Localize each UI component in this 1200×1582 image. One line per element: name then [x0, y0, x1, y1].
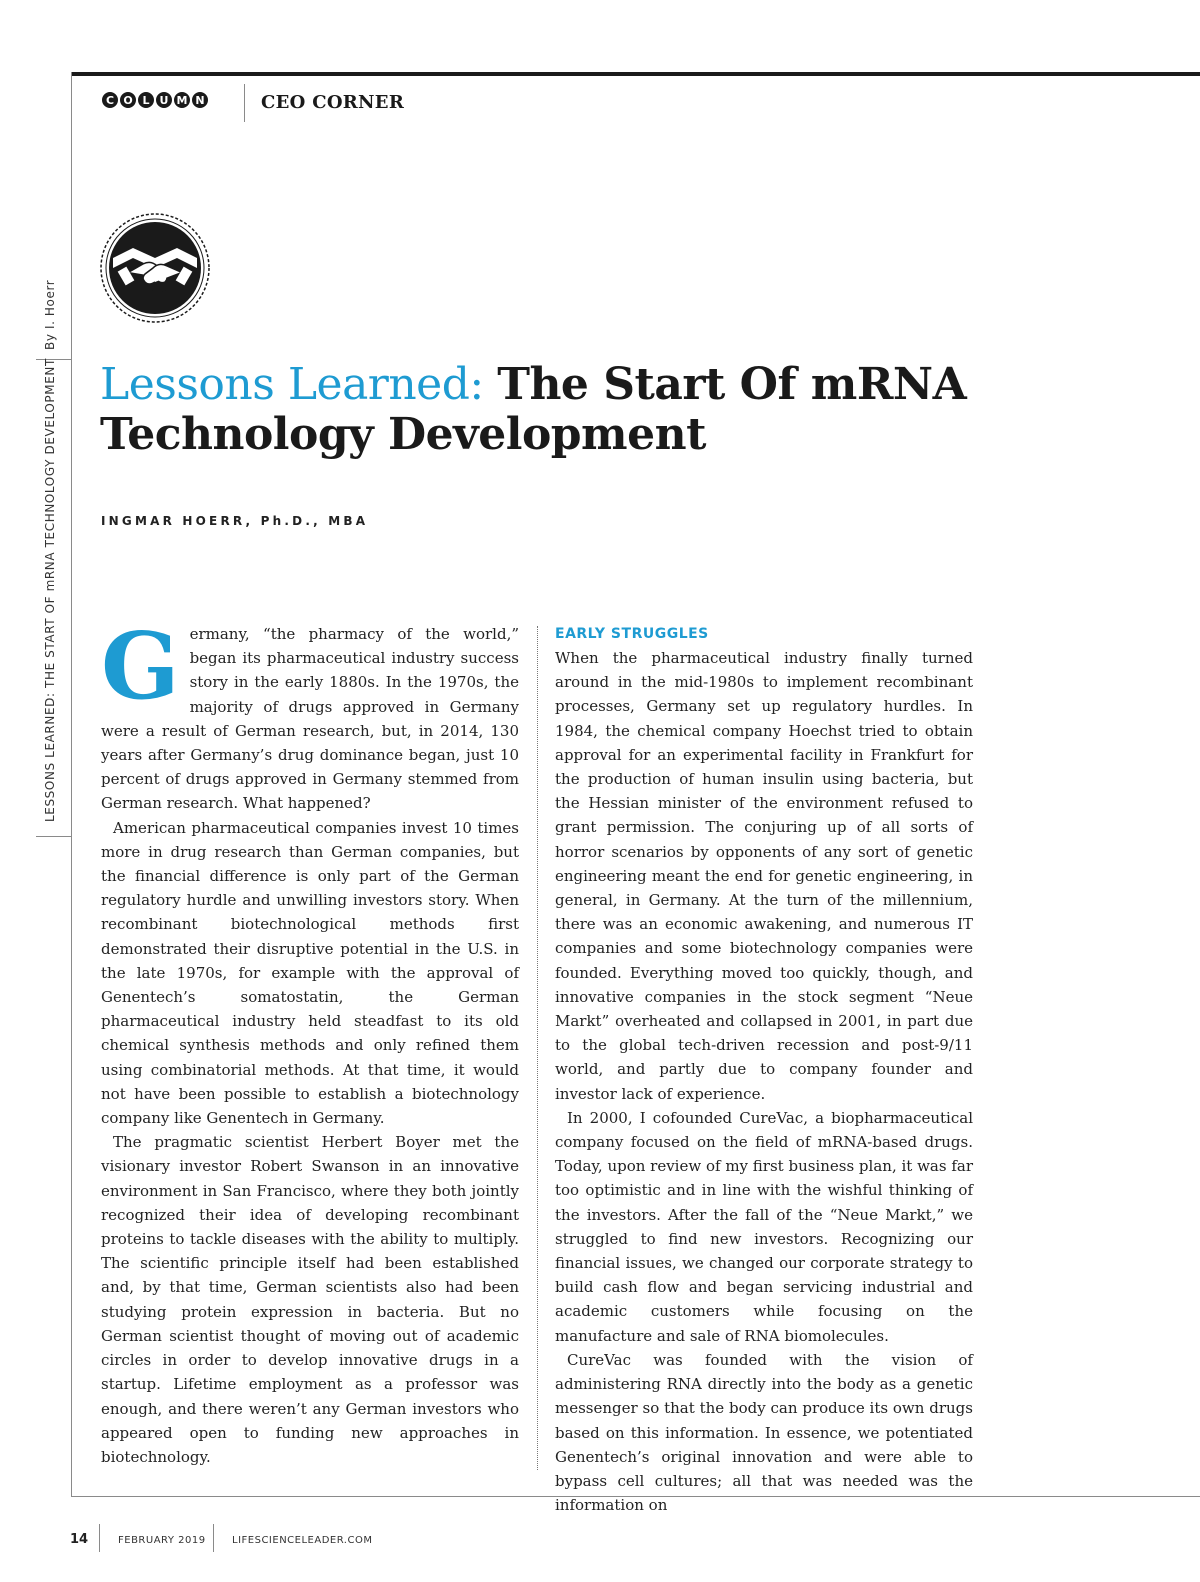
column-badge-letter: M [173, 91, 191, 109]
footer-divider [213, 1524, 214, 1552]
author-byline: INGMAR HOERR, Ph.D., MBA [101, 514, 369, 528]
issue-date: FEBRUARY 2019 [118, 1535, 206, 1546]
column-badge-letter: O [119, 91, 137, 109]
column-badge [101, 91, 209, 109]
side-divider [36, 836, 72, 837]
left-frame-rule [71, 72, 72, 1497]
header-divider [244, 84, 245, 122]
article-title [100, 360, 1000, 460]
subhead: EARLY STRUGGLES [555, 626, 709, 642]
title-main-line2: Technology Development [100, 409, 706, 460]
side-running-title: LESSONS LEARNED: THE START OF mRNA TECHNOLOGY DEVELOPMENT [43, 358, 57, 822]
footer-divider [99, 1524, 100, 1552]
paragraph: When the pharmaceutical industry finally turned around in the mid-1980s to implement recombinant processes, Germany set up regulatory hurdles. In 1984, the chemical company Hoechst tried to obtain approval for an experimental facility in Frankfurt for the production of human insulin using bacteria, but the Hessian minister of the environment refused to grant permission. The conjuring up of all sorts of horror scenarios by opponents of any sort of genetic engineering meant the end for genetic engineering, in general, in Germany. At the turn of the millennium, there was an economic awakening, and numerous IT companies and some biotechnology companies were founded. Everything moved too quickly, though, and innovative companies in the stock segment “Neue Markt” overheated and collapsed in 2001, in part due to the global tech-driven recession and post-9/11 world, and partly due to company founder and investor lack of experience. [555, 649, 973, 1103]
section-label: CEO CORNER [261, 92, 405, 113]
title-accent: Lessons Learned: [100, 359, 484, 410]
column-badge-letter: U [155, 91, 173, 109]
column-badge-letter: N [191, 91, 209, 109]
paragraph [101, 612, 519, 816]
paragraph: In 2000, I cofounded CureVac, a biopharmaceutical company focused on the field of mRNA-based drugs. Today, upon review of my first business plan, it was far too optimistic and in line with the wishful thinking of the investors. After the fall of the “Neue Markt,” we struggled to find new investors. Recognizing our financial issues, we changed our corporate strategy to build cash flow and began servicing industrial and academic customers while focusing on the manufacture and sale of RNA biomolecules. [555, 1108, 973, 1345]
page-number: 14 [70, 1532, 89, 1547]
column-badge-letter: C [101, 91, 119, 109]
column-badge-letter: L [137, 91, 155, 109]
title-main-line1: The Start Of mRNA [497, 359, 967, 410]
article-column-1 [101, 612, 519, 1469]
handshake-icon [99, 212, 211, 324]
column-separator [537, 626, 538, 1470]
paragraph: CureVac was founded with the vision of administering RNA directly into the body as a genetic messenger so that the body can produce its own drugs based on this information. In essence, we potentiated Genentech’s original innovation and were able to bypass cell cultures; all that was needed was the information on [555, 1350, 973, 1515]
top-rule [72, 72, 1200, 76]
drop-cap: G [101, 612, 180, 720]
paragraph-text: ermany, “the pharmacy of the world,” began its pharmaceutical industry success story in the early 1880s. In the 1970s, the majority of drugs approved in Germany were a result of German research, but, in 2014, 130 years after Germany’s drug dominance began, just 10 percent of drugs approved in Germany stemmed from German research. What happened? [101, 625, 519, 813]
website-link[interactable]: LIFESCIENCELEADER.COM [232, 1535, 373, 1546]
side-byline: By I. Hoerr [43, 279, 57, 350]
paragraph: The pragmatic scientist Herbert Boyer met the visionary investor Robert Swanson in an innovative environment in San Francisco, where they both jointly recognized their idea of developing recombinant proteins to tackle diseases with the ability to multiply. The scientific principle itself had been established and, by that time, German scientists also had been studying protein expression in bacteria. But no German scientist thought of moving out of academic circles in order to develop innovative drugs in a startup. Lifetime employment as a professor was enough, and there weren’t any German investors who appeared open to funding new approaches in biotechnology. [101, 1133, 519, 1466]
paragraph: American pharmaceutical companies invest 10 times more in drug research than German companies, but the financial difference is only part of the German regulatory hurdle and unwilling investors story. When recombinant biotechnological methods first demonstrated their disruptive potential in the U.S. in the late 1970s, for example with the approval of Genentech’s somatostatin, the German pharmaceutical industry held steadfast to its old chemical synthesis methods and only refined them using combinatorial methods. At that time, it would not have been possible to establish a biotechnology company like Genentech in Germany. [101, 818, 519, 1128]
article-column-2 [555, 622, 973, 1517]
